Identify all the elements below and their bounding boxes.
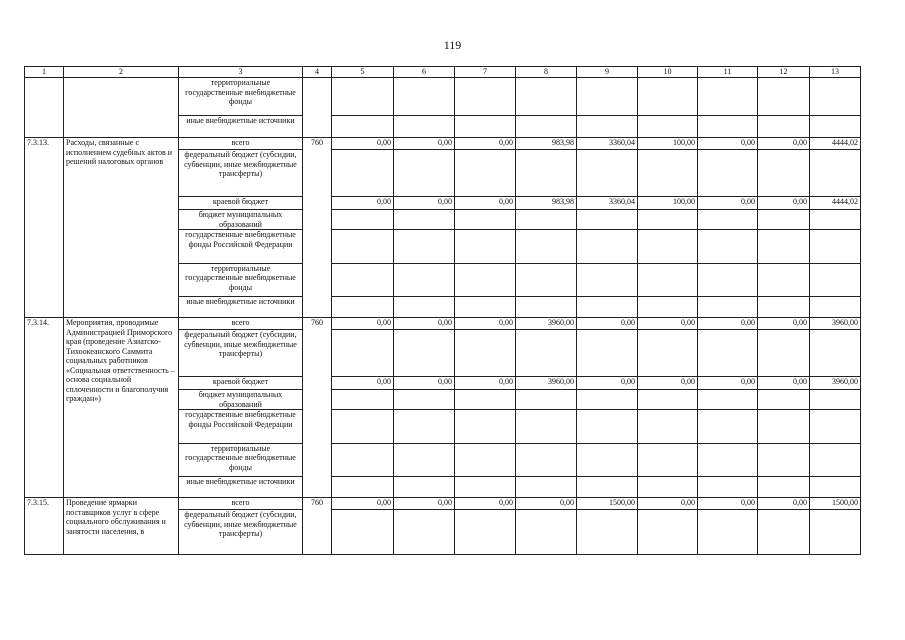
value-cell: 0,00 [394, 498, 455, 510]
value-cell [577, 510, 638, 555]
value-cell [455, 263, 516, 296]
value-cell [516, 78, 577, 116]
value-cell [332, 150, 394, 197]
value-cell [455, 210, 516, 230]
value-cell: 0,00 [638, 318, 698, 330]
value-cell: 4444,02 [810, 197, 861, 210]
value-cell [394, 210, 455, 230]
column-number-10: 10 [638, 67, 698, 78]
value-cell: 0,00 [698, 377, 758, 390]
value-cell [698, 296, 758, 317]
value-cell [638, 230, 698, 263]
value-cell [516, 230, 577, 263]
value-cell [516, 296, 577, 317]
column-number-12: 12 [758, 67, 810, 78]
value-cell [810, 78, 861, 116]
source-cell: бюджет муниципальных образований [179, 390, 303, 410]
value-cell [698, 210, 758, 230]
source-cell: иные внебюджетные источники [179, 296, 303, 317]
value-cell [332, 230, 394, 263]
value-cell [394, 476, 455, 497]
value-cell [516, 330, 577, 377]
source-cell: краевой бюджет [179, 197, 303, 210]
value-cell: 0,00 [394, 318, 455, 330]
value-cell [758, 390, 810, 410]
value-cell [332, 410, 394, 443]
value-cell: 0,00 [394, 377, 455, 390]
value-cell: 0,00 [332, 138, 394, 150]
column-number-11: 11 [698, 67, 758, 78]
value-cell [810, 210, 861, 230]
value-cell [577, 390, 638, 410]
value-cell [332, 443, 394, 476]
value-cell [516, 410, 577, 443]
value-cell [810, 390, 861, 410]
value-cell [577, 210, 638, 230]
value-cell [332, 78, 394, 116]
value-cell [698, 410, 758, 443]
value-cell [758, 116, 810, 138]
source-cell: иные внебюджетные источники [179, 476, 303, 497]
column-number-13: 13 [810, 67, 861, 78]
value-cell [698, 230, 758, 263]
value-cell [638, 410, 698, 443]
row-name-cell: Расходы, связанные с исполнением судебных актов и решений налоговых органов [64, 138, 179, 318]
value-cell [638, 390, 698, 410]
source-cell: всего [179, 138, 303, 150]
value-cell [394, 78, 455, 116]
value-cell [332, 510, 394, 555]
column-number-1: 1 [25, 67, 64, 78]
value-cell: 0,00 [758, 377, 810, 390]
value-cell: 0,00 [698, 197, 758, 210]
value-cell [455, 476, 516, 497]
value-cell: 0,00 [455, 138, 516, 150]
value-cell [455, 410, 516, 443]
table-row [25, 78, 861, 116]
row-name-cell [64, 78, 179, 138]
row-id-cell: 7.3.15. [25, 498, 64, 555]
value-cell [455, 510, 516, 555]
value-cell: 100,00 [638, 197, 698, 210]
value-cell: 0,00 [698, 498, 758, 510]
value-cell [516, 510, 577, 555]
budget-table [24, 66, 861, 555]
value-cell [638, 296, 698, 317]
value-cell: 100,00 [638, 138, 698, 150]
value-cell [332, 330, 394, 377]
value-cell [698, 116, 758, 138]
value-cell: 3360,04 [577, 197, 638, 210]
value-cell [577, 443, 638, 476]
page-number: 119 [443, 38, 462, 52]
value-cell: 0,00 [332, 498, 394, 510]
column-number-8: 8 [516, 67, 577, 78]
value-cell: 0,00 [638, 498, 698, 510]
value-cell [638, 210, 698, 230]
value-cell: 1500,00 [810, 498, 861, 510]
value-cell: 0,00 [758, 318, 810, 330]
column-number-6: 6 [394, 67, 455, 78]
source-cell: федеральный бюджет (субсидии, субвенции, иные межбюджетные трансферты) [179, 330, 303, 377]
value-cell [638, 443, 698, 476]
column-number-7: 7 [455, 67, 516, 78]
value-cell [516, 390, 577, 410]
value-cell [577, 150, 638, 197]
code-cell: 760 [303, 138, 332, 318]
value-cell: 0,00 [394, 197, 455, 210]
value-cell [394, 296, 455, 317]
value-cell [394, 510, 455, 555]
source-cell: бюджет муниципальных образований [179, 210, 303, 230]
value-cell [394, 390, 455, 410]
column-number-2: 2 [64, 67, 179, 78]
value-cell: 0,00 [758, 197, 810, 210]
value-cell [577, 410, 638, 443]
value-cell [758, 410, 810, 443]
source-cell: иные внебюджетные источники [179, 116, 303, 138]
value-cell [810, 296, 861, 317]
table-body [25, 67, 861, 555]
value-cell [455, 390, 516, 410]
code-cell: 760 [303, 498, 332, 555]
column-number-4: 4 [303, 67, 332, 78]
value-cell: 0,00 [577, 377, 638, 390]
value-cell [394, 443, 455, 476]
value-cell: 0,00 [394, 138, 455, 150]
value-cell: 0,00 [577, 318, 638, 330]
value-cell [332, 476, 394, 497]
value-cell: 0,00 [455, 498, 516, 510]
value-cell [638, 263, 698, 296]
value-cell [758, 210, 810, 230]
value-cell [638, 150, 698, 197]
value-cell: 0,00 [455, 377, 516, 390]
row-name-cell: Мероприятия, проводимые Администрацией Приморского края (проведение Азиатско-Тихоокеанского Саммита социальных работников «Социальная ответственность – основа социальной сплоченности и благополучия граждан») [64, 318, 179, 498]
column-number-3: 3 [179, 67, 303, 78]
value-cell [810, 510, 861, 555]
column-number-5: 5 [332, 67, 394, 78]
value-cell [758, 263, 810, 296]
value-cell [332, 116, 394, 138]
value-cell [516, 263, 577, 296]
value-cell [810, 150, 861, 197]
value-cell [810, 476, 861, 497]
value-cell [810, 330, 861, 377]
value-cell: 0,00 [758, 138, 810, 150]
source-cell: государственные внебюджетные фонды Российской Федерации [179, 410, 303, 443]
value-cell [758, 296, 810, 317]
value-cell [455, 230, 516, 263]
row-id-cell: 7.3.13. [25, 138, 64, 318]
value-cell [516, 210, 577, 230]
value-cell [758, 443, 810, 476]
value-cell [455, 443, 516, 476]
source-cell: всего [179, 318, 303, 330]
value-cell: 3960,00 [516, 377, 577, 390]
value-cell: 0,00 [455, 318, 516, 330]
column-number-row [25, 67, 861, 78]
value-cell: 3360,04 [577, 138, 638, 150]
value-cell: 0,00 [758, 498, 810, 510]
value-cell: 0,00 [516, 498, 577, 510]
value-cell [332, 263, 394, 296]
value-cell [516, 116, 577, 138]
table-row [25, 318, 861, 330]
value-cell: 0,00 [698, 138, 758, 150]
value-cell [394, 263, 455, 296]
source-cell: территориальные государственные внебюджетные фонды [179, 78, 303, 116]
table-row [25, 138, 861, 150]
value-cell: 983,98 [516, 197, 577, 210]
value-cell [638, 476, 698, 497]
value-cell [810, 443, 861, 476]
source-cell: федеральный бюджет (субсидии, субвенции, иные межбюджетные трансферты) [179, 150, 303, 197]
value-cell [455, 296, 516, 317]
value-cell: 0,00 [332, 197, 394, 210]
value-cell [332, 296, 394, 317]
value-cell [577, 78, 638, 116]
value-cell [810, 410, 861, 443]
value-cell: 3960,00 [810, 318, 861, 330]
value-cell [698, 263, 758, 296]
value-cell: 0,00 [332, 377, 394, 390]
value-cell [516, 150, 577, 197]
column-number-9: 9 [577, 67, 638, 78]
source-cell: государственные внебюджетные фонды Российской Федерации [179, 230, 303, 263]
value-cell [698, 390, 758, 410]
value-cell: 4444,02 [810, 138, 861, 150]
source-cell: всего [179, 498, 303, 510]
value-cell [577, 296, 638, 317]
value-cell: 0,00 [455, 197, 516, 210]
value-cell [577, 230, 638, 263]
value-cell [638, 510, 698, 555]
value-cell [394, 330, 455, 377]
code-cell [303, 78, 332, 138]
value-cell [810, 263, 861, 296]
value-cell [394, 230, 455, 263]
value-cell: 3960,00 [516, 318, 577, 330]
value-cell [332, 210, 394, 230]
value-cell [638, 330, 698, 377]
value-cell [577, 263, 638, 296]
value-cell [455, 330, 516, 377]
value-cell [394, 410, 455, 443]
value-cell [698, 443, 758, 476]
value-cell: 3960,00 [810, 377, 861, 390]
value-cell [758, 78, 810, 116]
value-cell: 0,00 [638, 377, 698, 390]
row-name-cell: Проведение ярмарки поставщиков услуг в сфере социального обслуживания и занятости населения, в [64, 498, 179, 555]
value-cell [577, 116, 638, 138]
value-cell [394, 150, 455, 197]
value-cell: 0,00 [332, 318, 394, 330]
source-cell: краевой бюджет [179, 377, 303, 390]
row-id-cell: 7.3.14. [25, 318, 64, 498]
value-cell [455, 78, 516, 116]
value-cell [332, 390, 394, 410]
value-cell [394, 116, 455, 138]
source-cell: федеральный бюджет (субсидии, субвенции, иные межбюджетные трансферты) [179, 510, 303, 555]
value-cell [455, 150, 516, 197]
value-cell [698, 476, 758, 497]
value-cell: 0,00 [698, 318, 758, 330]
value-cell [758, 476, 810, 497]
value-cell [758, 230, 810, 263]
value-cell [758, 150, 810, 197]
value-cell [638, 116, 698, 138]
value-cell: 1500,00 [577, 498, 638, 510]
value-cell [810, 230, 861, 263]
source-cell: территориальные государственные внебюджетные фонды [179, 443, 303, 476]
value-cell [698, 150, 758, 197]
value-cell [698, 78, 758, 116]
value-cell [810, 116, 861, 138]
value-cell [638, 78, 698, 116]
value-cell [516, 443, 577, 476]
code-cell: 760 [303, 318, 332, 498]
value-cell [455, 116, 516, 138]
value-cell [758, 510, 810, 555]
table-row [25, 498, 861, 510]
value-cell [516, 476, 577, 497]
value-cell [577, 476, 638, 497]
value-cell [698, 510, 758, 555]
value-cell [698, 330, 758, 377]
value-cell [577, 330, 638, 377]
value-cell: 983,98 [516, 138, 577, 150]
source-cell: территориальные государственные внебюджетные фонды [179, 263, 303, 296]
row-id-cell [25, 78, 64, 138]
value-cell [758, 330, 810, 377]
